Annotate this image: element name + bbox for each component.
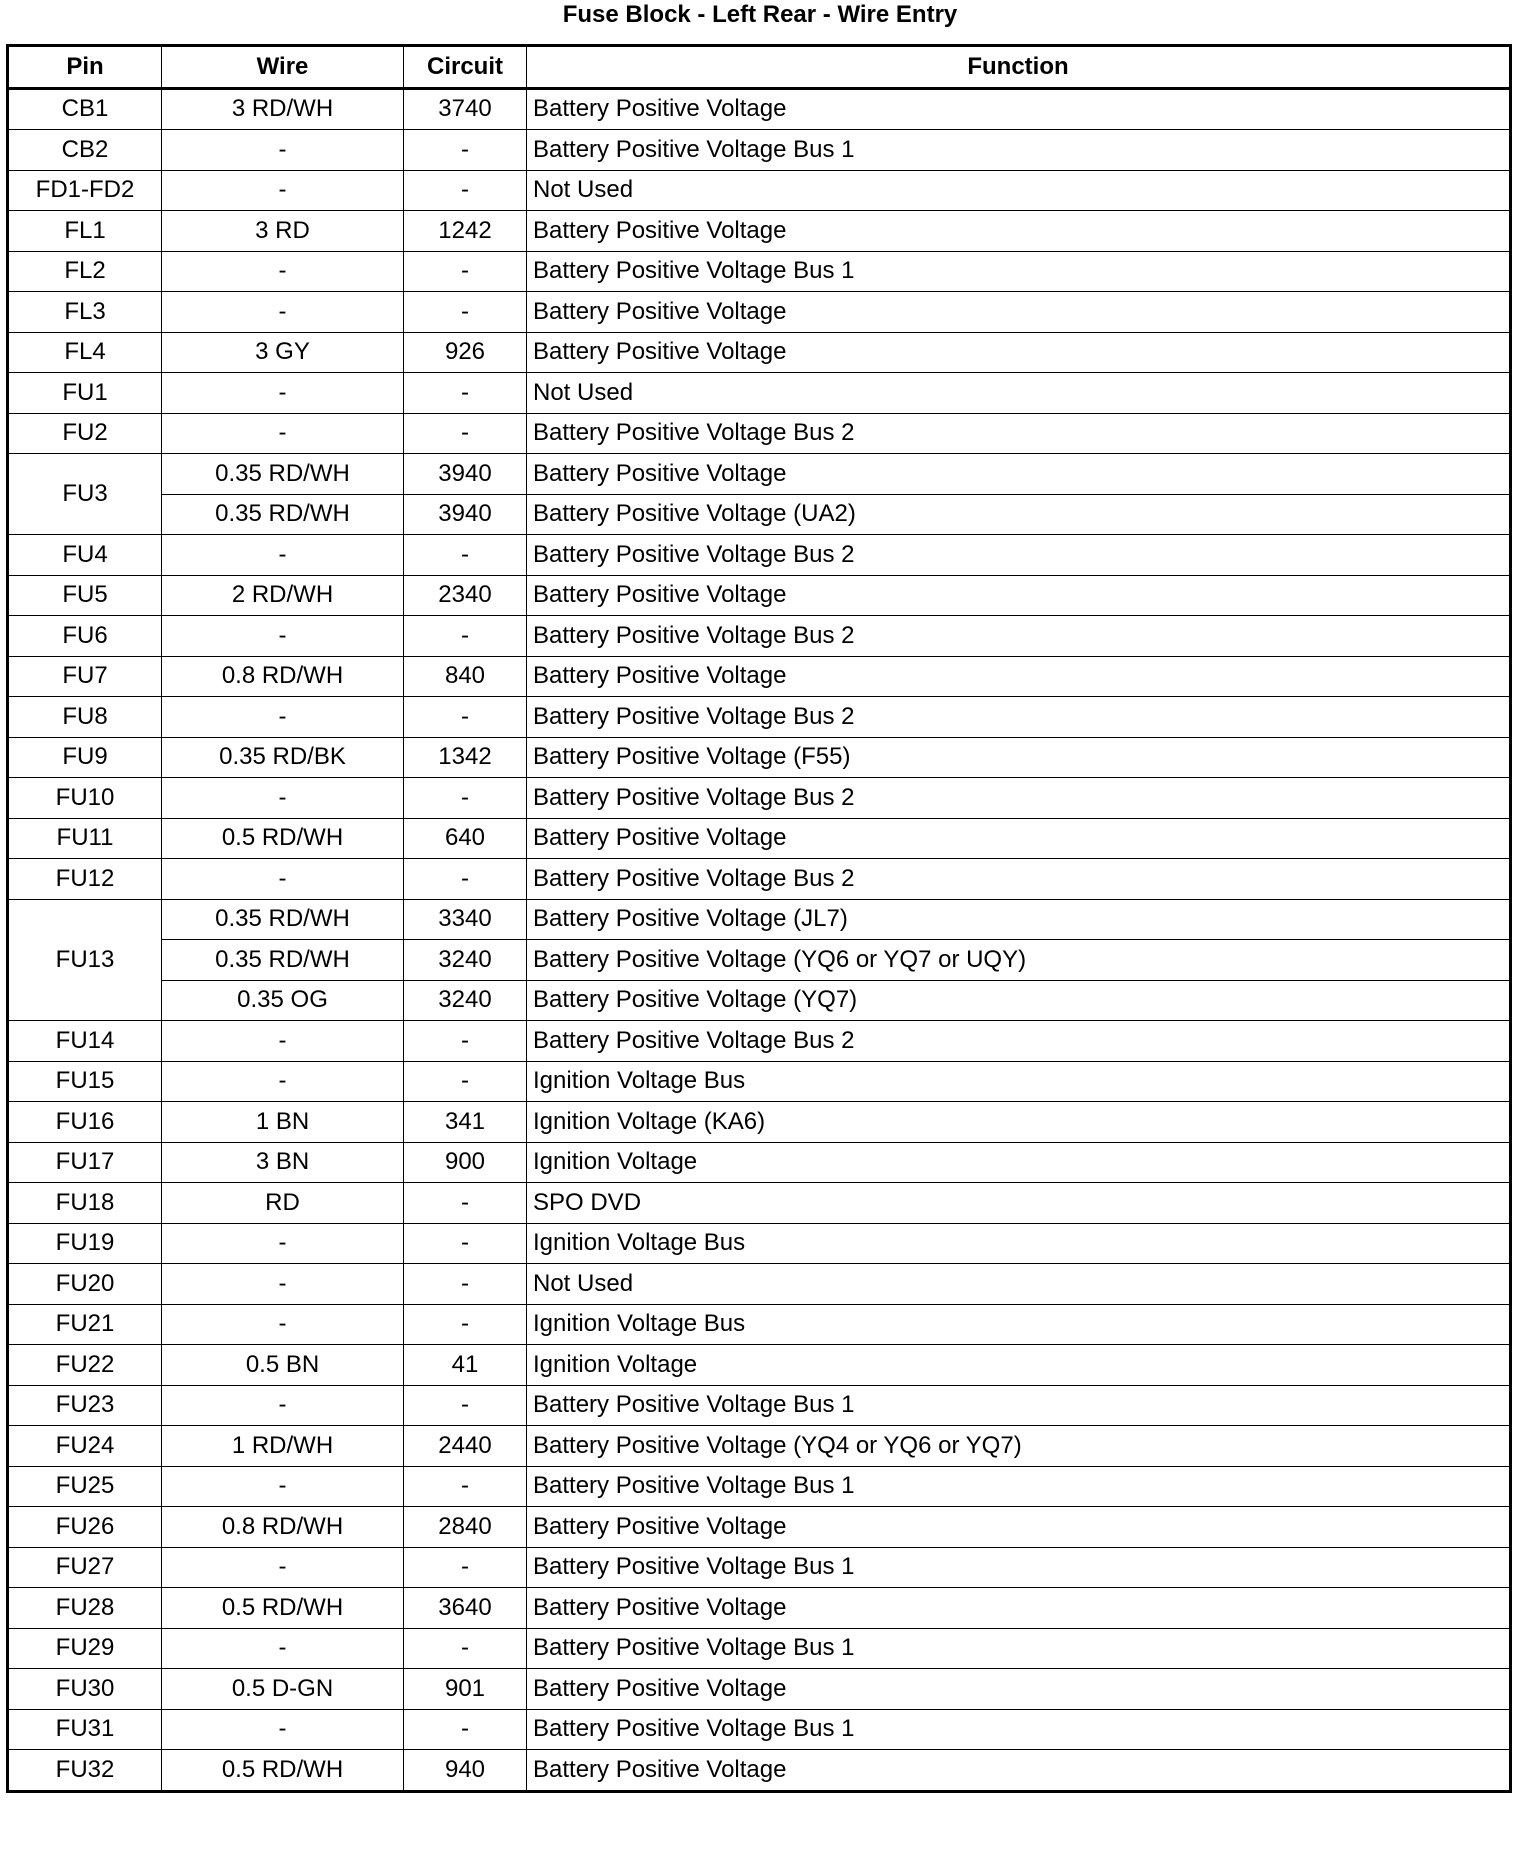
wire-cell: 0.5 BN	[162, 1345, 404, 1386]
circuit-cell: 3240	[404, 980, 527, 1021]
table-row	[8, 88, 1511, 130]
function-cell: Battery Positive Voltage (JL7)	[527, 899, 1511, 940]
function-cell: Ignition Voltage	[527, 1345, 1511, 1386]
table-row	[8, 1628, 1511, 1669]
circuit-cell: 840	[404, 656, 527, 697]
table-row	[8, 535, 1511, 576]
wire-cell: -	[162, 778, 404, 819]
table-row	[8, 1588, 1511, 1629]
table-row	[8, 413, 1511, 454]
function-cell: Battery Positive Voltage Bus 1	[527, 1628, 1511, 1669]
circuit-cell: -	[404, 413, 527, 454]
circuit-cell: 2340	[404, 575, 527, 616]
wire-cell: 0.8 RD/WH	[162, 656, 404, 697]
table-row	[8, 1507, 1511, 1548]
table-row	[8, 211, 1511, 252]
pin-cell: FU3	[8, 454, 162, 535]
pin-cell: FU8	[8, 697, 162, 738]
circuit-cell: 2840	[404, 1507, 527, 1548]
function-cell: Ignition Voltage Bus	[527, 1304, 1511, 1345]
header-wire: Wire	[162, 46, 404, 89]
pin-cell: FU27	[8, 1547, 162, 1588]
wire-cell: -	[162, 413, 404, 454]
circuit-cell: -	[404, 1709, 527, 1750]
header-function: Function	[527, 46, 1511, 89]
circuit-cell: 900	[404, 1142, 527, 1183]
pin-cell: FU25	[8, 1466, 162, 1507]
wire-cell: -	[162, 1061, 404, 1102]
wire-cell: 0.5 RD/WH	[162, 1750, 404, 1792]
circuit-cell: -	[404, 1021, 527, 1062]
table-row	[8, 373, 1511, 414]
pin-cell: FU28	[8, 1588, 162, 1629]
wire-cell: 0.35 RD/WH	[162, 454, 404, 495]
function-cell: Battery Positive Voltage Bus 1	[527, 1709, 1511, 1750]
table-row	[8, 170, 1511, 211]
table-row	[8, 130, 1511, 171]
circuit-cell: -	[404, 1183, 527, 1224]
wire-cell: 0.5 D-GN	[162, 1669, 404, 1710]
pin-cell: FU20	[8, 1264, 162, 1305]
wire-cell: 3 GY	[162, 332, 404, 373]
table-row	[8, 1426, 1511, 1467]
pin-cell: FU21	[8, 1304, 162, 1345]
function-cell: Battery Positive Voltage Bus 1	[527, 130, 1511, 171]
circuit-cell: 3940	[404, 494, 527, 535]
wire-cell: -	[162, 130, 404, 171]
pin-cell: FU29	[8, 1628, 162, 1669]
circuit-cell: -	[404, 1264, 527, 1305]
circuit-cell: -	[404, 616, 527, 657]
function-cell: Battery Positive Voltage	[527, 818, 1511, 859]
circuit-cell: 3640	[404, 1588, 527, 1629]
circuit-cell: 341	[404, 1102, 527, 1143]
pin-cell: FU26	[8, 1507, 162, 1548]
wire-cell: -	[162, 535, 404, 576]
wire-cell: -	[162, 1466, 404, 1507]
wire-cell: 1 BN	[162, 1102, 404, 1143]
wire-cell: -	[162, 1547, 404, 1588]
pin-cell: FU30	[8, 1669, 162, 1710]
header-circuit: Circuit	[404, 46, 527, 89]
pin-cell: FU32	[8, 1750, 162, 1792]
pin-cell: FU11	[8, 818, 162, 859]
pin-cell: FU23	[8, 1385, 162, 1426]
pin-cell: CB1	[8, 88, 162, 130]
pin-cell: FL3	[8, 292, 162, 333]
circuit-cell: 3740	[404, 88, 527, 130]
table-row	[8, 1183, 1511, 1224]
table-row	[8, 859, 1511, 900]
header-pin: Pin	[8, 46, 162, 89]
table-row	[8, 494, 1511, 535]
function-cell: Battery Positive Voltage	[527, 575, 1511, 616]
circuit-cell: -	[404, 778, 527, 819]
pin-cell: FU2	[8, 413, 162, 454]
function-cell: Battery Positive Voltage Bus 1	[527, 1385, 1511, 1426]
pin-cell: FU4	[8, 535, 162, 576]
function-cell: Not Used	[527, 170, 1511, 211]
table-header-row	[8, 46, 1511, 89]
pin-cell: FU31	[8, 1709, 162, 1750]
circuit-cell: 901	[404, 1669, 527, 1710]
function-cell: SPO DVD	[527, 1183, 1511, 1224]
circuit-cell: -	[404, 251, 527, 292]
wire-cell: 1 RD/WH	[162, 1426, 404, 1467]
wire-cell: 3 BN	[162, 1142, 404, 1183]
circuit-cell: 926	[404, 332, 527, 373]
wire-cell: -	[162, 251, 404, 292]
wire-cell: 0.35 OG	[162, 980, 404, 1021]
table-row	[8, 332, 1511, 373]
pin-cell: FU22	[8, 1345, 162, 1386]
function-cell: Battery Positive Voltage Bus 1	[527, 251, 1511, 292]
circuit-cell: 1342	[404, 737, 527, 778]
circuit-cell: -	[404, 373, 527, 414]
table-row	[8, 251, 1511, 292]
table-row	[8, 454, 1511, 495]
circuit-cell: -	[404, 697, 527, 738]
pin-cell: FL1	[8, 211, 162, 252]
table-row	[8, 1385, 1511, 1426]
circuit-cell: -	[404, 1385, 527, 1426]
function-cell: Battery Positive Voltage (UA2)	[527, 494, 1511, 535]
table-row	[8, 1709, 1511, 1750]
wire-cell: 3 RD	[162, 211, 404, 252]
pin-cell: FU14	[8, 1021, 162, 1062]
wire-cell: -	[162, 1021, 404, 1062]
wire-cell: RD	[162, 1183, 404, 1224]
function-cell: Battery Positive Voltage (YQ7)	[527, 980, 1511, 1021]
pin-cell: FU18	[8, 1183, 162, 1224]
circuit-cell: -	[404, 1628, 527, 1669]
circuit-cell: -	[404, 1061, 527, 1102]
table-row	[8, 1669, 1511, 1710]
function-cell: Battery Positive Voltage	[527, 292, 1511, 333]
table-row	[8, 1021, 1511, 1062]
wire-cell: 2 RD/WH	[162, 575, 404, 616]
circuit-cell: 3240	[404, 940, 527, 981]
function-cell: Battery Positive Voltage Bus 2	[527, 535, 1511, 576]
page-title: Fuse Block - Left Rear - Wire Entry	[562, 1, 958, 28]
wire-cell: 3 RD/WH	[162, 88, 404, 130]
wire-cell: -	[162, 1709, 404, 1750]
pin-cell: FU15	[8, 1061, 162, 1102]
wire-cell: -	[162, 697, 404, 738]
function-cell: Battery Positive Voltage	[527, 1507, 1511, 1548]
circuit-cell: 3340	[404, 899, 527, 940]
wire-cell: -	[162, 1628, 404, 1669]
function-cell: Battery Positive Voltage	[527, 88, 1511, 130]
function-cell: Battery Positive Voltage Bus 2	[527, 616, 1511, 657]
function-cell: Ignition Voltage	[527, 1142, 1511, 1183]
pin-cell: FU24	[8, 1426, 162, 1467]
table-row	[8, 616, 1511, 657]
fuse-block-table	[6, 44, 1512, 1793]
pin-cell: FU7	[8, 656, 162, 697]
table-row	[8, 697, 1511, 738]
pin-cell: FU12	[8, 859, 162, 900]
function-cell: Battery Positive Voltage	[527, 454, 1511, 495]
table-row	[8, 1547, 1511, 1588]
circuit-cell: 940	[404, 1750, 527, 1792]
circuit-cell: -	[404, 1547, 527, 1588]
wire-cell: 0.8 RD/WH	[162, 1507, 404, 1548]
circuit-cell: -	[404, 292, 527, 333]
function-cell: Battery Positive Voltage	[527, 211, 1511, 252]
wire-cell: -	[162, 616, 404, 657]
table-row	[8, 292, 1511, 333]
function-cell: Ignition Voltage Bus	[527, 1223, 1511, 1264]
table-row	[8, 1102, 1511, 1143]
wire-cell: 0.35 RD/BK	[162, 737, 404, 778]
circuit-cell: -	[404, 859, 527, 900]
circuit-cell: 640	[404, 818, 527, 859]
pin-cell: FU19	[8, 1223, 162, 1264]
pin-cell: FU10	[8, 778, 162, 819]
pin-cell: FU13	[8, 899, 162, 1021]
circuit-cell: -	[404, 1223, 527, 1264]
function-cell: Battery Positive Voltage (F55)	[527, 737, 1511, 778]
pin-cell: FU6	[8, 616, 162, 657]
function-cell: Battery Positive Voltage	[527, 1750, 1511, 1792]
wire-cell: 0.35 RD/WH	[162, 494, 404, 535]
wire-cell: 0.5 RD/WH	[162, 818, 404, 859]
function-cell: Battery Positive Voltage Bus 2	[527, 859, 1511, 900]
circuit-cell: 1242	[404, 211, 527, 252]
table-row	[8, 1750, 1511, 1792]
pin-cell: FU16	[8, 1102, 162, 1143]
pin-cell: FD1-FD2	[8, 170, 162, 211]
wire-cell: -	[162, 373, 404, 414]
wire-cell: -	[162, 1223, 404, 1264]
wire-cell: -	[162, 1385, 404, 1426]
function-cell: Battery Positive Voltage (YQ6 or YQ7 or UQY)	[527, 940, 1511, 981]
table-row	[8, 575, 1511, 616]
table-row	[8, 1264, 1511, 1305]
function-cell: Not Used	[527, 1264, 1511, 1305]
table-body	[8, 88, 1511, 1791]
function-cell: Battery Positive Voltage	[527, 656, 1511, 697]
pin-cell: FU9	[8, 737, 162, 778]
function-cell: Battery Positive Voltage	[527, 332, 1511, 373]
function-cell: Battery Positive Voltage Bus 1	[527, 1547, 1511, 1588]
function-cell: Ignition Voltage (KA6)	[527, 1102, 1511, 1143]
function-cell: Battery Positive Voltage (YQ4 or YQ6 or YQ7)	[527, 1426, 1511, 1467]
pin-cell: FU17	[8, 1142, 162, 1183]
function-cell: Battery Positive Voltage Bus 2	[527, 778, 1511, 819]
table-row	[8, 656, 1511, 697]
table-row	[8, 778, 1511, 819]
wire-cell: -	[162, 170, 404, 211]
wire-cell: 0.35 RD/WH	[162, 899, 404, 940]
circuit-cell: 2440	[404, 1426, 527, 1467]
circuit-cell: -	[404, 1466, 527, 1507]
table-row	[8, 1061, 1511, 1102]
table-row	[8, 1345, 1511, 1386]
function-cell: Battery Positive Voltage Bus 2	[527, 697, 1511, 738]
circuit-cell: -	[404, 170, 527, 211]
wire-cell: -	[162, 292, 404, 333]
pin-cell: CB2	[8, 130, 162, 171]
pin-cell: FL2	[8, 251, 162, 292]
wire-cell: 0.35 RD/WH	[162, 940, 404, 981]
table-row	[8, 1223, 1511, 1264]
function-cell: Battery Positive Voltage Bus 2	[527, 1021, 1511, 1062]
table-row	[8, 1142, 1511, 1183]
table-row	[8, 737, 1511, 778]
circuit-cell: 41	[404, 1345, 527, 1386]
pin-cell: FU5	[8, 575, 162, 616]
circuit-cell: -	[404, 1304, 527, 1345]
circuit-cell: -	[404, 130, 527, 171]
function-cell: Battery Positive Voltage	[527, 1669, 1511, 1710]
wire-cell: -	[162, 1264, 404, 1305]
wire-cell: 0.5 RD/WH	[162, 1588, 404, 1629]
function-cell: Battery Positive Voltage	[527, 1588, 1511, 1629]
circuit-cell: -	[404, 535, 527, 576]
table-row	[8, 899, 1511, 940]
function-cell: Ignition Voltage Bus	[527, 1061, 1511, 1102]
table-row	[8, 1466, 1511, 1507]
circuit-cell: 3940	[404, 454, 527, 495]
pin-cell: FU1	[8, 373, 162, 414]
table-row	[8, 940, 1511, 981]
function-cell: Battery Positive Voltage Bus 1	[527, 1466, 1511, 1507]
wire-cell: -	[162, 859, 404, 900]
pin-cell: FL4	[8, 332, 162, 373]
wire-cell: -	[162, 1304, 404, 1345]
table-row	[8, 980, 1511, 1021]
function-cell: Battery Positive Voltage Bus 2	[527, 413, 1511, 454]
function-cell: Not Used	[527, 373, 1511, 414]
table-row	[8, 1304, 1511, 1345]
table-row	[8, 818, 1511, 859]
